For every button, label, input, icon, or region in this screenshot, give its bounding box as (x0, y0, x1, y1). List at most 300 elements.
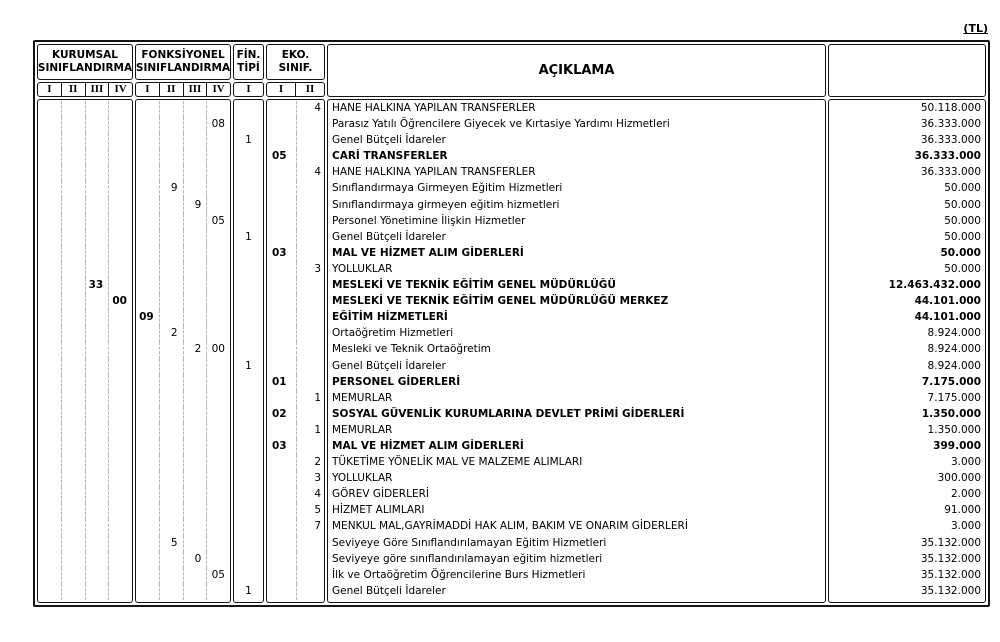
cell-f2 (160, 133, 184, 149)
table-row (267, 391, 324, 407)
table-row (38, 133, 132, 149)
cell-f1 (136, 423, 160, 439)
table-row (829, 198, 985, 214)
cell-fin (234, 342, 263, 358)
table-row (136, 165, 230, 181)
cell-f3 (184, 117, 208, 133)
cell-f2 (160, 487, 184, 503)
table-row (136, 310, 230, 326)
cell-f1 (136, 101, 160, 117)
cell-k3 (86, 326, 110, 342)
kurumsal-header (37, 44, 133, 80)
cell-desc: TÜKETİME YÖNELİK MAL VE MALZEME ALIMLARI (332, 456, 583, 469)
cell-desc: MAL VE HİZMET ALIM GİDERLERİ (332, 246, 524, 259)
table-row (328, 487, 825, 503)
cell-e1 (267, 230, 297, 246)
table-row (829, 214, 985, 230)
cell-f2 (160, 471, 184, 487)
table-row (267, 375, 324, 391)
cell-k1 (38, 552, 62, 568)
table-row (328, 423, 825, 439)
cell-f2 (160, 552, 184, 568)
cell-k3 (86, 133, 110, 149)
cell-f2 (160, 214, 184, 230)
cell-k4 (109, 375, 132, 391)
cell-desc: MENKUL MAL,GAYRİMADDİ HAK ALIM, BAKIM VE ONARIM GİDERLERİ (332, 520, 688, 533)
table-row (136, 342, 230, 358)
kurumsal-column-group (37, 44, 133, 603)
fin-tipi-subheader (233, 82, 264, 97)
cell-desc: Mesleki ve Teknik Ortaöğretim (332, 343, 491, 356)
cell-k4 (109, 439, 132, 455)
table-row (267, 455, 324, 471)
cell-k4 (109, 471, 132, 487)
kurumsal-subheader (37, 82, 133, 97)
table-row (38, 342, 132, 358)
cell-k1 (38, 342, 62, 358)
table-row (829, 342, 985, 358)
cell-f1 (136, 246, 160, 262)
cell-e2 (297, 230, 324, 246)
cell-k3 (86, 149, 110, 165)
cell-k3 (86, 359, 110, 375)
cell-e2 (297, 407, 324, 423)
cell-k1 (38, 230, 62, 246)
table-row (234, 181, 263, 197)
cell-e1 (267, 165, 297, 181)
aciklama-header-label: AÇIKLAMA (538, 62, 615, 78)
cell-desc: Ortaöğretim Hizmetleri (332, 327, 454, 340)
cell-k1 (38, 133, 62, 149)
fin-tipi-header-line1: FİN. (236, 48, 261, 61)
cell-k3 (86, 519, 110, 535)
table-row (234, 294, 263, 310)
cell-f1 (136, 181, 160, 197)
table-row (38, 536, 132, 552)
table-row (136, 359, 230, 375)
table-row (38, 230, 132, 246)
cell-f2 (160, 278, 184, 294)
cell-f1 (136, 455, 160, 471)
cell-e2: 1 (314, 391, 321, 404)
cell-amt: 8.924.000 (927, 359, 981, 372)
table-row (136, 181, 230, 197)
table-row (136, 375, 230, 391)
cell-e1 (267, 423, 297, 439)
cell-k3: 33 (86, 278, 110, 294)
table-row (267, 246, 324, 262)
table-row (328, 326, 825, 342)
table-row (38, 117, 132, 133)
cell-k1 (38, 181, 62, 197)
cell-k1 (38, 101, 62, 117)
cell-k4 (109, 214, 132, 230)
cell-amt: 7.175.000 (927, 391, 981, 404)
table-row (328, 198, 825, 214)
cell-desc: Genel Bütçeli İdareler (332, 584, 446, 597)
table-row (328, 214, 825, 230)
cell-fin (234, 568, 263, 584)
table-row (829, 278, 985, 294)
cell-amt: 44.101.000 (914, 295, 981, 308)
cell-k3 (86, 246, 110, 262)
cell-f4 (207, 246, 230, 262)
cell-fin (234, 117, 263, 133)
cell-k4 (109, 407, 132, 423)
cell-k4 (109, 117, 132, 133)
table-row (328, 568, 825, 584)
cell-e1 (267, 278, 297, 294)
cell-f4: 08 (211, 118, 225, 131)
cell-e1 (267, 101, 297, 117)
cell-fin (234, 455, 263, 471)
cell-f4 (207, 471, 230, 487)
table-row (829, 246, 985, 262)
cell-f3 (184, 455, 208, 471)
cell-amt: 91.000 (944, 504, 981, 517)
cell-f3 (184, 246, 208, 262)
cell-k1 (38, 165, 62, 181)
table-row (38, 214, 132, 230)
cell-f3 (184, 359, 208, 375)
cell-e1 (267, 181, 297, 197)
cell-k2 (62, 487, 86, 503)
cell-k2 (62, 262, 86, 278)
fonksiyonel-header-line1: FONKSİYONEL (141, 48, 225, 61)
table-row (234, 214, 263, 230)
cell-f4: 05 (211, 214, 225, 227)
cell-k4 (109, 342, 132, 358)
cell-f2 (160, 423, 184, 439)
cell-f1 (136, 230, 160, 246)
table-row (267, 568, 324, 584)
cell-f4 (207, 181, 230, 197)
table-row (234, 503, 263, 519)
cell-k2 (62, 503, 86, 519)
cell-k2 (62, 391, 86, 407)
table-row (234, 552, 263, 568)
cell-k4 (109, 423, 132, 439)
cell-k4 (109, 455, 132, 471)
cell-k4 (109, 487, 132, 503)
eko-sinif-header-line2: SINIF. (278, 62, 313, 74)
table-row (829, 487, 985, 503)
cell-f4 (207, 487, 230, 503)
cell-f1 (136, 375, 160, 391)
cell-desc: Genel Bütçeli İdareler (332, 230, 446, 243)
cell-desc: Sınıflandırmaya girmeyen eğitim hizmetleri (332, 198, 560, 211)
cell-f1 (136, 552, 160, 568)
table-row (234, 117, 263, 133)
cell-k1 (38, 359, 62, 375)
table-row (38, 487, 132, 503)
table-row (328, 519, 825, 535)
cell-k4 (109, 503, 132, 519)
column-numeral: IV (212, 83, 225, 95)
table-row (136, 133, 230, 149)
table-row (328, 262, 825, 278)
cell-k1 (38, 294, 62, 310)
table-row (234, 391, 263, 407)
cell-k3 (86, 230, 110, 246)
table-row (267, 133, 324, 149)
cell-e1: 02 (267, 407, 297, 423)
cell-f4 (207, 165, 230, 181)
cell-f2 (160, 342, 184, 358)
cell-k1 (38, 439, 62, 455)
cell-f4 (207, 326, 230, 342)
table-row (234, 423, 263, 439)
cell-f1 (136, 278, 160, 294)
cell-amt: 35.132.000 (920, 552, 981, 565)
cell-f1 (136, 133, 160, 149)
cell-e1 (267, 214, 297, 230)
budget-table (33, 40, 990, 607)
cell-f1 (136, 471, 160, 487)
fin-tipi-body (233, 99, 264, 603)
cell-e1 (267, 519, 297, 535)
table-row (829, 455, 985, 471)
cell-amt: 35.132.000 (920, 536, 981, 549)
cell-f3 (184, 278, 208, 294)
cell-e1: 03 (267, 246, 297, 262)
table-row (38, 519, 132, 535)
cell-k2 (62, 568, 86, 584)
cell-e2 (297, 117, 324, 133)
cell-f2 (160, 165, 184, 181)
cell-k2 (62, 375, 86, 391)
cell-k2 (62, 359, 86, 375)
cell-e2: 4 (314, 102, 321, 114)
table-row (38, 101, 132, 117)
cell-e2 (297, 584, 324, 600)
table-row (328, 294, 825, 310)
cell-desc: PERSONEL GİDERLERİ (332, 375, 461, 388)
table-row (38, 423, 132, 439)
cell-f1 (136, 117, 160, 133)
cell-k2 (62, 552, 86, 568)
cell-k2 (62, 278, 86, 294)
cell-amt: 50.000 (944, 198, 981, 211)
cell-f3 (184, 214, 208, 230)
table-row (136, 391, 230, 407)
table-row (234, 407, 263, 423)
cell-f2 (160, 198, 184, 214)
table-row (267, 198, 324, 214)
cell-k1 (38, 310, 62, 326)
table-row (234, 198, 263, 214)
table-row (136, 584, 230, 600)
cell-amt: 50.118.000 (920, 102, 981, 114)
cell-fin (234, 519, 263, 535)
table-row (267, 278, 324, 294)
cell-e2 (297, 375, 324, 391)
fonksiyonel-header (135, 44, 231, 80)
cell-k1 (38, 278, 62, 294)
table-row (234, 165, 263, 181)
cell-f2 (160, 568, 184, 584)
table-row (234, 230, 263, 246)
table-row (136, 294, 230, 310)
cell-k1 (38, 584, 62, 600)
table-row (38, 262, 132, 278)
aciklama-body (327, 99, 826, 603)
cell-k3 (86, 455, 110, 471)
column-numeral: I (267, 83, 296, 96)
cell-f1 (136, 439, 160, 455)
cell-f4 (207, 262, 230, 278)
cell-k1 (38, 455, 62, 471)
cell-e2 (297, 552, 324, 568)
cell-f4: 05 (211, 568, 225, 581)
cell-f1 (136, 519, 160, 535)
column-numeral: II (160, 83, 184, 96)
cell-k2 (62, 342, 86, 358)
table-row (829, 165, 985, 181)
table-row (829, 407, 985, 423)
table-row (38, 471, 132, 487)
cell-f4 (207, 230, 230, 246)
cell-e1 (267, 262, 297, 278)
cell-f2 (160, 519, 184, 535)
cell-amt: 36.333.000 (920, 166, 981, 179)
cell-amt: 36.333.000 (914, 150, 981, 163)
cell-k4 (109, 165, 132, 181)
table-row (38, 181, 132, 197)
cell-f2 (160, 294, 184, 310)
cell-f4 (207, 294, 230, 310)
table-row (328, 503, 825, 519)
cell-desc: MEMURLAR (332, 423, 393, 436)
cell-f4 (207, 133, 230, 149)
cell-f1 (136, 326, 160, 342)
cell-f3 (184, 375, 208, 391)
table-row (328, 407, 825, 423)
cell-k3 (86, 101, 110, 117)
cell-fin (234, 536, 263, 552)
cell-k3 (86, 487, 110, 503)
cell-f3 (184, 133, 208, 149)
table-row (136, 423, 230, 439)
cell-e1 (267, 310, 297, 326)
eko-sinif-header-line1: EKO. (281, 48, 310, 61)
cell-e1 (267, 294, 297, 310)
cell-f2 (160, 455, 184, 471)
table-row (234, 278, 263, 294)
cell-amt: 36.333.000 (920, 134, 981, 147)
column-numeral: I (38, 83, 62, 96)
cell-fin (234, 487, 263, 503)
cell-k4 (109, 198, 132, 214)
table-row (234, 519, 263, 535)
cell-f2 (160, 149, 184, 165)
table-row (328, 165, 825, 181)
table-row (328, 552, 825, 568)
table-row (234, 149, 263, 165)
cell-e2 (297, 198, 324, 214)
cell-f1 (136, 391, 160, 407)
table-row (829, 117, 985, 133)
table-row (267, 552, 324, 568)
cell-amt: 50.000 (940, 246, 981, 259)
cell-f3 (184, 262, 208, 278)
cell-fin (234, 471, 263, 487)
cell-k1 (38, 503, 62, 519)
cell-f3: 9 (184, 198, 208, 214)
cell-f1 (136, 294, 160, 310)
table-row (328, 181, 825, 197)
cell-k3 (86, 439, 110, 455)
table-row (267, 181, 324, 197)
cell-k4 (109, 262, 132, 278)
cell-e2: 3 (314, 472, 321, 485)
cell-amt: 300.000 (937, 472, 981, 485)
table-row (328, 246, 825, 262)
table-row (328, 149, 825, 165)
cell-fin (234, 439, 263, 455)
cell-k1 (38, 149, 62, 165)
table-row (328, 117, 825, 133)
cell-e1 (267, 342, 297, 358)
cell-k1 (38, 262, 62, 278)
cell-k1 (38, 423, 62, 439)
cell-desc: MAL VE HİZMET ALIM GİDERLERİ (332, 439, 524, 452)
cell-e1: 03 (267, 439, 297, 455)
cell-f4 (207, 391, 230, 407)
table-row (267, 407, 324, 423)
table-row (38, 584, 132, 600)
table-row (38, 246, 132, 262)
cell-f1 (136, 359, 160, 375)
fonksiyonel-header-line2: SINIFLANDIRMA (135, 62, 231, 74)
cell-k4 (109, 391, 132, 407)
table-row (267, 326, 324, 342)
table-row (136, 519, 230, 535)
cell-amt: 399.000 (933, 439, 981, 452)
column-numeral: III (184, 83, 208, 96)
cell-e2 (297, 439, 324, 455)
cell-fin (234, 181, 263, 197)
cell-k4 (109, 359, 132, 375)
table-row (38, 503, 132, 519)
cell-f3 (184, 165, 208, 181)
cell-k2 (62, 230, 86, 246)
cell-f4 (207, 310, 230, 326)
amount-body (828, 99, 986, 603)
table-row (267, 101, 324, 117)
cell-e2 (297, 294, 324, 310)
cell-k3 (86, 584, 110, 600)
cell-f4 (207, 584, 230, 600)
cell-k3 (86, 181, 110, 197)
cell-k3 (86, 198, 110, 214)
cell-f1 (136, 487, 160, 503)
cell-e2: 4 (314, 488, 321, 501)
cell-e2 (297, 133, 324, 149)
cell-f1: 09 (136, 310, 160, 326)
cell-k3 (86, 117, 110, 133)
table-row (234, 326, 263, 342)
table-row (38, 439, 132, 455)
cell-e2 (297, 536, 324, 552)
cell-f3 (184, 423, 208, 439)
cell-k2 (62, 198, 86, 214)
cell-fin (234, 503, 263, 519)
cell-k1 (38, 246, 62, 262)
table-row (234, 310, 263, 326)
cell-amt: 35.132.000 (920, 584, 981, 597)
table-row (267, 359, 324, 375)
